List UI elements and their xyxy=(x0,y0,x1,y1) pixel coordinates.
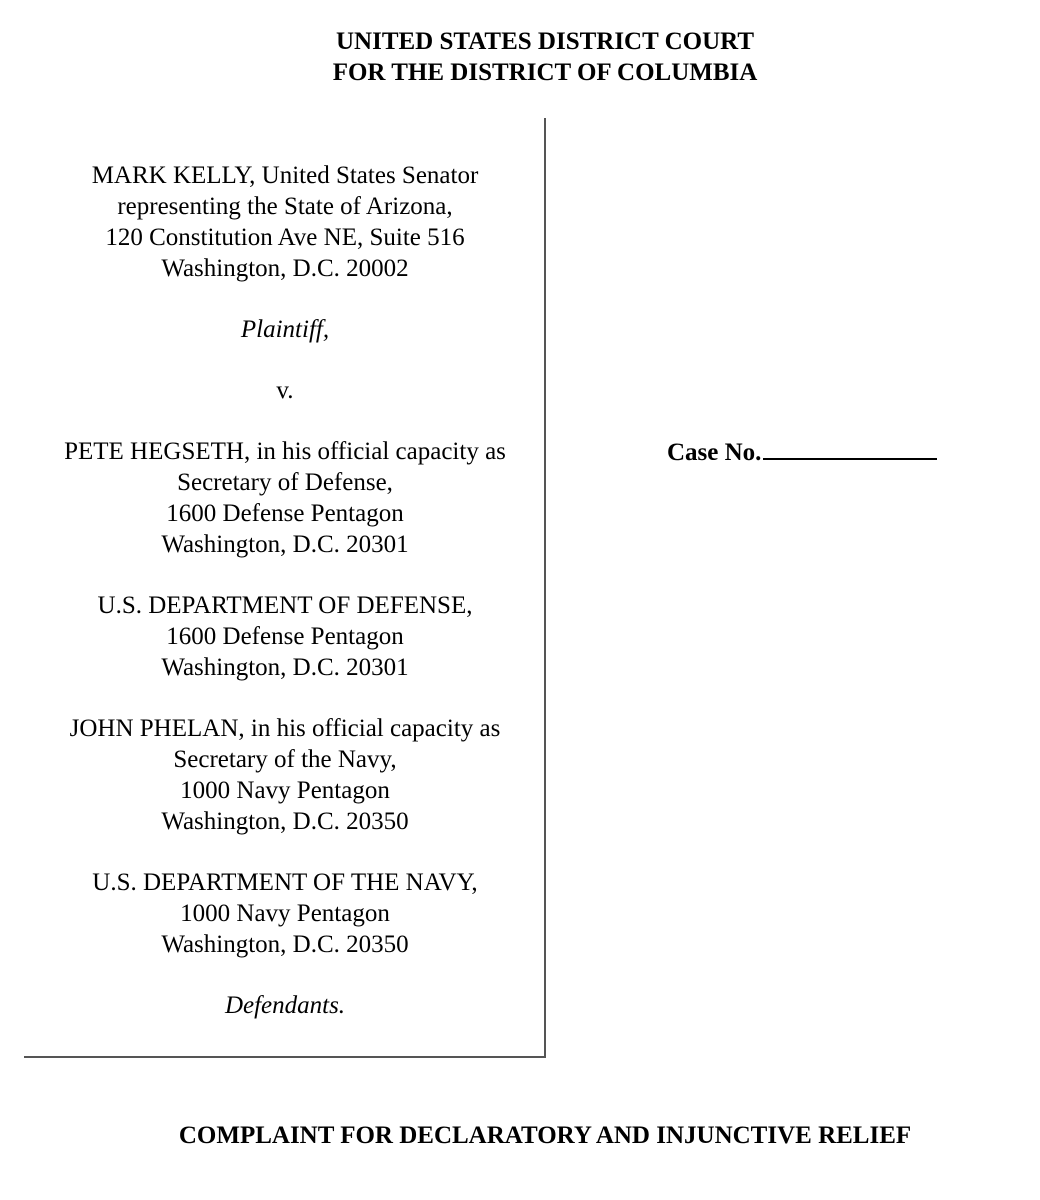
defendant-name: U.S. DEPARTMENT OF THE NAVY, xyxy=(92,869,478,896)
plaintiff-block xyxy=(24,160,546,284)
defendant-line: Secretary of Defense, xyxy=(177,469,393,496)
defendant-block xyxy=(24,867,546,960)
plaintiff-role: Plaintiff, xyxy=(240,316,330,343)
plaintiff-name: MARK KELLY, United States Senator xyxy=(91,162,479,189)
defendant-address: 1000 Navy Pentagon xyxy=(180,777,390,804)
defendant-block xyxy=(24,713,546,837)
defendant-city: Washington, D.C. 20301 xyxy=(161,531,409,558)
defendant-name: U.S. DEPARTMENT OF DEFENSE, xyxy=(97,592,473,619)
plaintiff-address: 120 Constitution Ave NE, Suite 516 xyxy=(105,224,465,251)
case-number-blank xyxy=(763,436,937,460)
versus-label: v. xyxy=(276,377,294,404)
defendant-address: 1600 Defense Pentagon xyxy=(166,500,404,527)
defendant-block xyxy=(24,590,546,683)
defendant-block xyxy=(24,436,546,560)
case-number xyxy=(667,436,937,468)
document-title: COMPLAINT FOR DECLARATORY AND INJUNCTIVE RELIEF xyxy=(178,1122,912,1149)
defendant-name: JOHN PHELAN, in his official capacity as xyxy=(69,715,501,742)
defendant-address: 1000 Navy Pentagon xyxy=(180,900,390,927)
defendant-city: Washington, D.C. 20350 xyxy=(161,808,409,835)
court-name: UNITED STATES DISTRICT COURT xyxy=(336,28,754,55)
plaintiff-line: representing the State of Arizona, xyxy=(117,193,453,220)
defendant-city: Washington, D.C. 20301 xyxy=(161,654,409,681)
caption-parties xyxy=(24,160,546,1021)
court-district: FOR THE DISTRICT OF COLUMBIA xyxy=(332,59,758,86)
defendant-address: 1600 Defense Pentagon xyxy=(166,623,404,650)
defendant-city: Washington, D.C. 20350 xyxy=(161,931,409,958)
case-number-label: Case No. xyxy=(667,439,762,466)
caption-horizontal-divider xyxy=(24,1056,546,1058)
court-header xyxy=(0,26,1040,88)
defendant-name: PETE HEGSETH, in his official capacity as xyxy=(64,438,506,465)
defendants-role: Defendants. xyxy=(224,992,346,1019)
defendant-line: Secretary of the Navy, xyxy=(173,746,397,773)
plaintiff-city: Washington, D.C. 20002 xyxy=(161,255,409,282)
